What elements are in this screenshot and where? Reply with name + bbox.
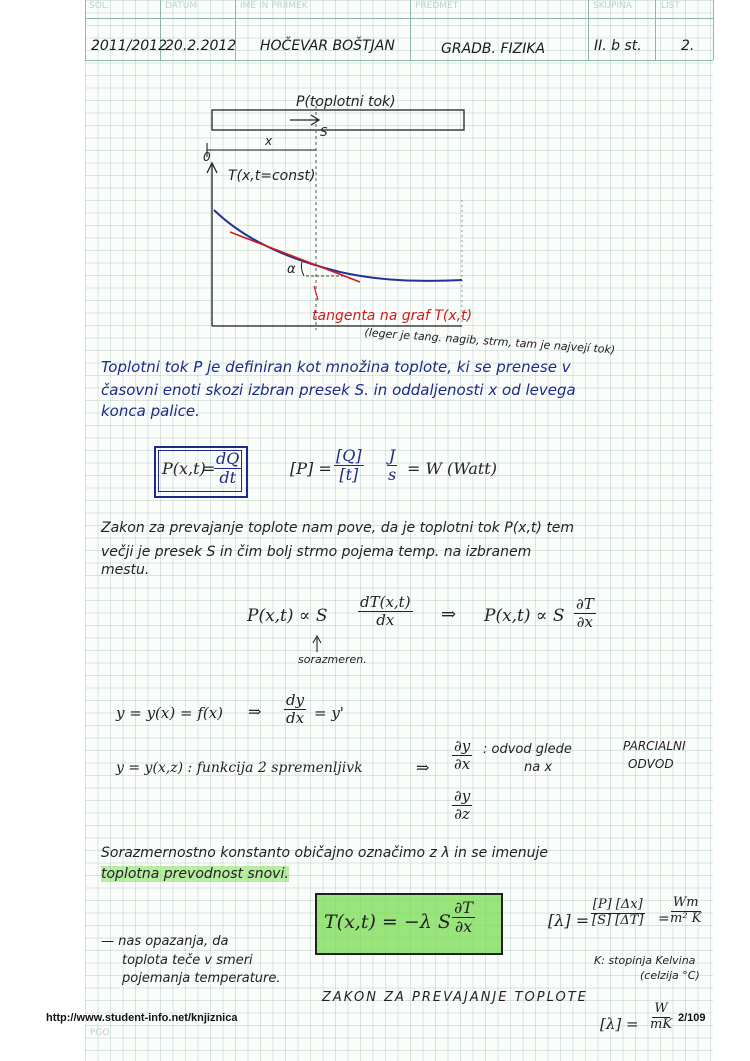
derivative-numerator: dy xyxy=(286,691,305,709)
implies-arrow: ⇒ xyxy=(441,604,457,625)
lambda-units-lhs: [λ] = xyxy=(548,911,590,930)
units-lhs: [P] = xyxy=(290,459,332,478)
tangent-note: (leger je tang. nagib, strm, tam je najvejí tok) xyxy=(364,326,616,357)
lambda-units-fraction xyxy=(590,898,645,929)
partial-x-denominator: ∂x xyxy=(454,755,471,774)
tangent-label: tangenta na graf T(x,t) xyxy=(312,308,473,324)
header-label-date: DATUM xyxy=(165,1,198,11)
derivative-line-1-rhs: = y' xyxy=(314,704,344,722)
angle-label: α xyxy=(287,262,296,277)
proportional-rhs: P(x,t) ∝ S xyxy=(484,606,565,626)
main-law-numerator: ∂T xyxy=(454,898,473,917)
partial-x-text-1: : odvod glede xyxy=(483,742,572,757)
main-law-denominator: ∂x xyxy=(454,917,473,937)
paper-tag: PGO xyxy=(90,1028,110,1038)
law-line-1: Zakon za prevajanje toplote nam pove, da je toplotni tok P(x,t) tem xyxy=(101,520,575,536)
derivative-denominator: dx xyxy=(286,709,305,728)
proportional-denominator: dx xyxy=(376,611,395,630)
derivative-arrow-2: ⇒ xyxy=(416,758,430,777)
rod-label: P(toplotni tok) xyxy=(296,94,396,110)
joule-numerator: J xyxy=(388,446,396,465)
partial-z-fraction xyxy=(452,788,472,824)
lambda-units-denominator: [S] [ΔT] xyxy=(592,912,644,928)
sheet-number: 2. xyxy=(681,38,695,54)
lambda-units-numerator: [P] [Δx] xyxy=(592,897,643,912)
header-label-subject: PREDMET xyxy=(415,1,459,11)
header-label-name: IME IN PRIIMEK xyxy=(240,1,308,11)
formula-denominator: dt xyxy=(219,468,237,488)
partial-z-numerator: ∂y xyxy=(454,787,471,805)
note-line-3: pojemanja temperature. xyxy=(122,971,281,986)
formula-numerator: dQ xyxy=(216,449,240,468)
final-lambda-lhs: [λ] = xyxy=(600,1015,639,1033)
wm-numerator: Wm xyxy=(672,895,699,910)
proportional-note: sorazmeren. xyxy=(298,653,367,666)
partial-numerator: ∂T xyxy=(576,595,594,613)
wm-fraction xyxy=(668,896,703,927)
derivative-line-1-lhs: y = y(x) = f(x) xyxy=(116,704,224,722)
partial-z-denominator: ∂z xyxy=(454,805,470,824)
units-numerator: [Q] xyxy=(336,446,362,465)
derivative-arrow-1: ⇒ xyxy=(248,702,262,721)
units-rhs: = W (Watt) xyxy=(407,459,497,478)
constant-line-2: toplotna prevodnost snovi. xyxy=(101,866,289,882)
formula-lhs: P(x,t) xyxy=(162,459,206,478)
constant-line-2-wrap xyxy=(101,866,289,882)
definition-line-1: Toplotni tok P je definiran kot množina toplote, ki se prenese v xyxy=(101,358,571,376)
proportional-lhs: P(x,t) ∝ S xyxy=(247,606,328,626)
note-line-1: — nas opazanja, da xyxy=(101,934,229,949)
main-law-fraction xyxy=(452,899,475,937)
main-law-text: T(x,t) = −λ S xyxy=(324,911,451,933)
kelvin-note-1: K: stopinja Kelvina xyxy=(594,954,696,967)
partial-label-1: PARCIALNI xyxy=(623,739,686,753)
proportional-numerator: dT(x,t) xyxy=(360,593,411,611)
subject-value: GRADB. FIZIKA xyxy=(441,41,546,57)
derivative-fraction xyxy=(284,692,306,728)
partial-denominator: ∂x xyxy=(576,613,593,632)
final-lambda-denominator: mK xyxy=(650,1016,673,1032)
section-label: S xyxy=(320,125,328,139)
partial-x-numerator: ∂y xyxy=(454,737,471,755)
law-title: ZAKON ZA PREVAJANJE TOPLOTE xyxy=(322,990,588,1005)
school-year: 2011/2012 xyxy=(91,38,167,54)
partial-x-fraction xyxy=(452,738,472,774)
kelvin-note-2: (celzija °C) xyxy=(640,969,700,982)
note-line-2: toplota teče v smeri xyxy=(122,953,253,968)
joule-denominator: s xyxy=(388,465,397,485)
law-line-3: mestu. xyxy=(101,562,150,578)
header-label-sheet: LIST xyxy=(661,1,680,11)
definition-line-3: konca palice. xyxy=(101,402,200,420)
page-counter: 2/109 xyxy=(678,1012,706,1024)
student-name: HOČEVAR BOŠTJAN xyxy=(260,38,395,54)
lambda-units-equals: = xyxy=(658,911,670,927)
formula-equals: = xyxy=(202,459,216,478)
footer-url: http://www.student-info.net/knjiznica xyxy=(46,1012,238,1024)
origin-label: 0 xyxy=(203,150,211,164)
final-lambda-numerator: W xyxy=(654,1001,668,1016)
group-value: II. b st. xyxy=(594,38,642,54)
wm-denominator: m² K xyxy=(670,910,702,926)
constant-line-1: Sorazmernostno konstanto običajno označimo z λ in se imenuje xyxy=(101,845,549,861)
partial-label-2: ODVOD xyxy=(628,757,674,771)
graph-title: T(x,t=const) xyxy=(228,168,316,184)
date-value: 20.2.2012 xyxy=(165,38,237,54)
header-label-group: SKUPINA xyxy=(593,1,632,11)
distance-label: x xyxy=(265,134,273,148)
definition-line-2: časovni enoti skozi izbran presek S. in oddaljenosti x od levega xyxy=(101,381,576,399)
header-label-school: ŠOL. xyxy=(89,1,110,11)
derivative-line-2-lhs: y = y(x,z) : funkcija 2 spremenljivk xyxy=(116,760,363,776)
units-denominator: [t] xyxy=(339,465,359,485)
partial-x-text-2: na x xyxy=(524,760,553,775)
law-line-2: večji je presek S in čim bolj strmo pojema temp. na izbranem xyxy=(101,544,532,560)
final-lambda-fraction xyxy=(648,1002,674,1033)
